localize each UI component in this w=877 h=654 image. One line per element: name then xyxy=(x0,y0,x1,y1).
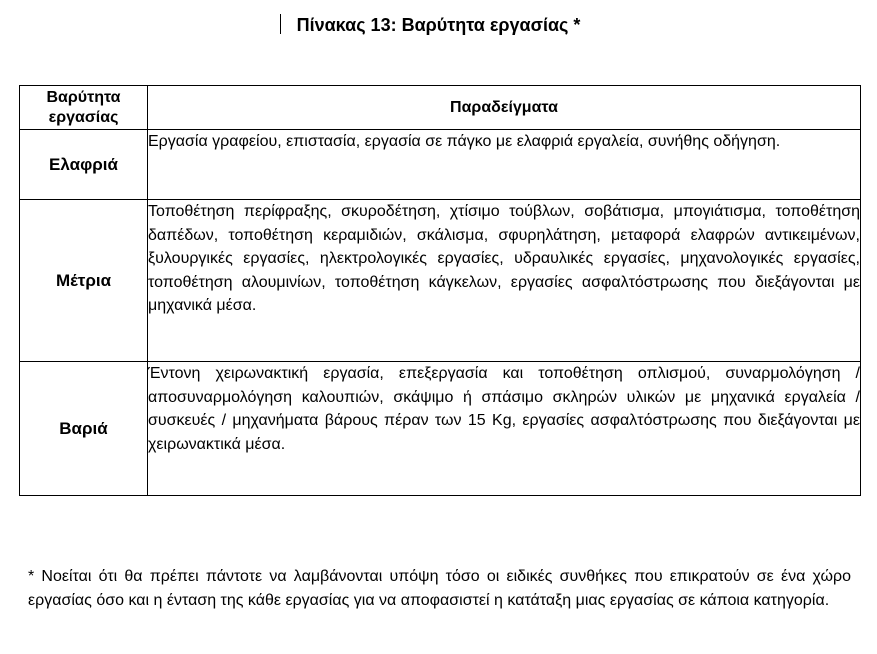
row-examples-heavy: Έντονη χειρωνακτική εργασία, επεξεργασία και τοποθέτηση οπλισμού, συναρμολόγηση / αποσυναρμολόγηση καλουπιών, σκάψιμο ή σπάσιμο σκληρών υλικών με μηχανικά εργαλεία / συσκευές / μηχανήματα βάρους πέραν των 15 Kg, εργασίες ασφαλτόστρωσης που διεξάγονται με χειρωνακτικά μέσα. xyxy=(148,362,861,496)
header-level: Βαρύτητα εργασίας xyxy=(20,86,148,130)
row-examples-light: Εργασία γραφείου, επιστασία, εργασία σε πάγκο με ελαφριά εργαλεία, συνήθης οδήγηση. xyxy=(148,130,861,200)
row-examples-moderate: Τοποθέτηση περίφραξης, σκυροδέτηση, χτίσιμο τούβλων, σοβάτισμα, μπογιάτισμα, τοποθέτηση δαπέδων, τοποθέτηση κεραμιδιών, σκάλισμα, σφυρηλάτηση, μεταφορά ελαφρών αντικειμένων, ξυλουργικές εργασίες, ηλεκτρολογικές εργασίες, υδραυλικές εργασίες, μηχανολογικές εργασίες, τοποθέτηση αλουμινίων, τοποθέτηση κάγκελων, εργασίες ασφαλτόστρωσης που διεξάγονται με μηχανικά μέσα. xyxy=(148,200,861,362)
table-title: Πίνακας 13: Βαρύτητα εργασίας * xyxy=(296,15,581,35)
header-examples: Παραδείγματα xyxy=(148,86,861,130)
table-header-row xyxy=(20,86,861,130)
row-level-heavy: Βαριά xyxy=(20,362,148,496)
row-level-light: Ελαφριά xyxy=(20,130,148,200)
footnote: * Νοείται ότι θα πρέπει πάντοτε να λαμβάνονται υπόψη τόσο οι ειδικές συνθήκες που επικρατούν σε ένα χώρο εργασίας όσο και η ένταση της κάθε εργασίας για να αποφασιστεί η κατάταξη μιας εργασίας σε κάποια κατηγορία. xyxy=(28,568,851,609)
row-level-moderate: Μέτρια xyxy=(20,200,148,362)
work-intensity-table xyxy=(19,85,861,496)
table-row xyxy=(20,362,861,496)
table-row xyxy=(20,200,861,362)
table-row xyxy=(20,130,861,200)
